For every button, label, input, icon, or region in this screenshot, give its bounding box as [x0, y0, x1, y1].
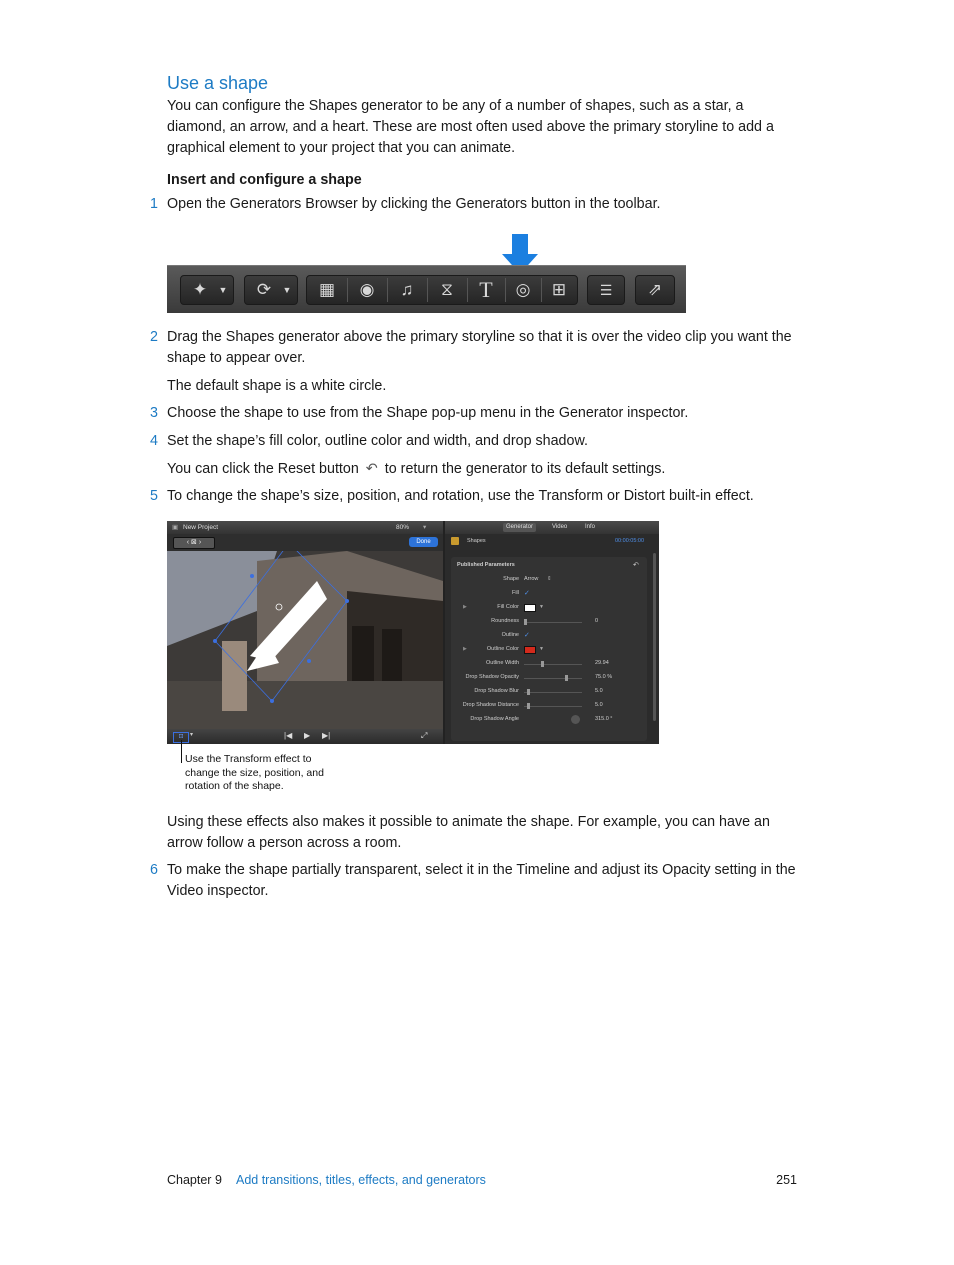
shape-popup[interactable]: Arrow — [524, 576, 539, 582]
app-screenshot — [167, 521, 659, 744]
param-row — [451, 632, 647, 642]
browser-group — [306, 275, 578, 305]
step-number: 2 — [150, 329, 158, 345]
chevron-down-icon[interactable]: ▼ — [539, 646, 544, 652]
step-text: Drag the Shapes generator above the primary storyline so that it is over the video clip you want the shape to appear over. — [167, 329, 792, 366]
inspector-scrollbar[interactable] — [653, 553, 656, 721]
param-label: Outline — [501, 632, 519, 638]
tab-generator[interactable]: Generator — [503, 523, 536, 532]
share-button[interactable] — [635, 275, 675, 305]
param-label: Drop Shadow Opacity — [465, 674, 519, 680]
reset-icon[interactable]: ↶ — [633, 562, 639, 569]
slider-knob[interactable] — [524, 619, 527, 625]
viewer-title-bar — [167, 521, 443, 534]
inspector-icon: ☰ — [599, 282, 613, 298]
viewer-transport — [167, 729, 443, 744]
inspector — [445, 521, 659, 744]
param-label: Drop Shadow Blur — [474, 688, 519, 694]
chevron-down-icon[interactable]: ▼ — [218, 285, 228, 295]
param-value[interactable]: 5.0 — [595, 688, 603, 694]
step-text: Set the shape’s fill color, outline color and width, and drop shadow. — [167, 433, 588, 449]
step-text: To make the shape partially transparent, select it in the Timeline and adjust its Opacity setting in the Video inspector. — [167, 862, 796, 899]
play-icon[interactable]: ▶ — [304, 731, 311, 740]
previous-frame-icon[interactable]: |◀ — [284, 731, 293, 740]
footer-chapter-title[interactable]: Add transitions, titles, effects, and generators — [236, 1173, 486, 1187]
reset-icon: ↶ — [365, 461, 378, 477]
param-label: Drop Shadow Distance — [462, 702, 519, 708]
step-4-note — [167, 459, 797, 480]
viewer-icon: ▣ — [172, 524, 179, 531]
chevron-down-icon[interactable]: ▾ — [190, 732, 194, 738]
step-number: 3 — [150, 405, 158, 421]
task-heading: Insert and configure a shape — [167, 172, 362, 188]
param-slider[interactable] — [524, 692, 582, 693]
intro-paragraph: You can configure the Shapes generator to be any of a number of shapes, such as a star, a diamond, an arrow, and a heart. These are most often used above the primary storyline to add a graphical element to your project that you can animate. — [167, 98, 774, 156]
disclosure-triangle-icon[interactable]: ▶ — [463, 646, 467, 652]
param-row — [451, 576, 647, 586]
step-5-followup: Using these effects also makes it possible to animate the shape. For example, you can have an arrow follow a person across a room. — [167, 814, 770, 851]
titles-icon[interactable]: T — [479, 277, 493, 302]
step-number: 6 — [150, 862, 158, 878]
param-label: Outline Color — [486, 646, 519, 652]
view-options-icon[interactable]: ▾ — [423, 524, 427, 531]
param-label: Roundness — [491, 618, 519, 624]
slider-knob[interactable] — [541, 661, 544, 667]
next-frame-icon[interactable]: ▶| — [322, 731, 331, 740]
param-label: Shape — [503, 576, 519, 582]
tab-video[interactable]: Video — [552, 524, 568, 530]
chevron-down-icon[interactable]: ▼ — [539, 604, 544, 610]
viewer-toolbar — [167, 534, 443, 551]
slider-knob[interactable] — [527, 689, 530, 695]
step-2-note: The default shape is a white circle. — [167, 378, 387, 394]
param-value[interactable]: 75.0 % — [595, 674, 613, 680]
generators-icon[interactable]: ◎ — [515, 280, 531, 299]
color-well[interactable] — [524, 646, 536, 654]
param-row — [451, 604, 647, 614]
section-title: Use a shape — [167, 73, 269, 93]
inspector-button[interactable] — [587, 275, 625, 305]
param-row — [451, 688, 647, 698]
param-row — [451, 660, 647, 670]
param-label: Fill — [511, 590, 519, 596]
tab-info[interactable]: Info — [585, 524, 596, 530]
transform-effect-icon[interactable]: ⊡ — [173, 732, 189, 743]
music-icon[interactable]: ♫ — [400, 280, 414, 299]
zoom-level[interactable]: 80% — [395, 524, 409, 531]
param-label: Outline Width — [485, 660, 519, 666]
generator-name: Shapes — [467, 538, 486, 544]
transform-tools-icon[interactable]: ‹ ⊠ › — [173, 537, 215, 549]
param-row — [451, 646, 647, 656]
params-header: Published Parameters — [457, 562, 515, 568]
param-row — [451, 702, 647, 712]
checkbox-checked-icon[interactable]: ✓ — [524, 590, 530, 597]
param-slider[interactable] — [524, 706, 582, 707]
slider-knob[interactable] — [527, 703, 530, 709]
video-frame — [167, 551, 443, 729]
done-button[interactable]: Done — [409, 537, 438, 547]
step-number: 4 — [150, 433, 158, 449]
slider-knob[interactable] — [565, 675, 568, 681]
param-value[interactable]: 315.0 ° — [595, 716, 613, 722]
video-scene — [167, 551, 443, 729]
parameters-panel — [451, 557, 647, 741]
step-text: Choose the shape to use from the Shape pop-up menu in the Generator inspector. — [167, 405, 689, 421]
step-number: 5 — [150, 488, 158, 504]
footer-chapter: Chapter 9 — [167, 1173, 222, 1187]
magic-wand-icon[interactable]: ✦ — [192, 280, 208, 299]
filmstrip-icon[interactable]: ▦ — [318, 280, 336, 299]
viewer — [167, 521, 443, 744]
page-number: 251 — [776, 1173, 797, 1187]
param-row — [451, 618, 647, 628]
share-icon: ⇗ — [647, 280, 663, 299]
disclosure-triangle-icon[interactable]: ▶ — [463, 604, 467, 610]
chevron-down-icon[interactable]: ▼ — [282, 285, 292, 295]
param-value[interactable]: 0 — [595, 618, 599, 624]
param-row — [451, 674, 647, 684]
camera-icon[interactable]: ◉ — [359, 280, 375, 299]
color-well[interactable] — [524, 604, 536, 612]
param-row — [451, 716, 647, 726]
param-label: Drop Shadow Angle — [470, 716, 519, 722]
retime-group — [244, 275, 298, 305]
step-text: Open the Generators Browser by clicking the Generators button in the toolbar. — [167, 196, 661, 212]
generator-header — [451, 537, 655, 549]
param-row — [451, 590, 647, 600]
toolbar — [167, 265, 686, 313]
figure-callout: Use the Transform effect to change the size, position, and rotation of the shape. — [185, 753, 324, 792]
inspector-tabs — [445, 521, 659, 534]
note-text-b: to return the generator to its default settings. — [384, 461, 666, 477]
fullscreen-icon[interactable]: ⤢ — [421, 731, 428, 740]
tools-group — [180, 275, 234, 305]
checkbox-checked-icon[interactable]: ✓ — [524, 632, 530, 639]
transitions-icon[interactable]: ⧖ — [441, 280, 453, 299]
step-text: To change the shape’s size, position, and rotation, use the Transform or Distort built-in effect. — [167, 488, 754, 504]
callout-line — [181, 740, 182, 763]
generator-icon — [451, 537, 459, 545]
viewer-title: New Project — [183, 524, 219, 531]
note-text-a: You can click the Reset button — [167, 461, 359, 477]
angle-dial[interactable] — [571, 715, 580, 724]
themes-icon[interactable]: ⊞ — [551, 280, 567, 299]
timecode: 00:00:05:00 — [615, 538, 645, 544]
param-value[interactable]: 29.94 — [595, 660, 609, 666]
param-slider[interactable] — [524, 622, 582, 623]
retime-icon[interactable]: ⟳ — [256, 280, 272, 299]
param-slider[interactable] — [524, 664, 582, 665]
popup-arrows-icon[interactable]: ⇕ — [547, 576, 552, 582]
param-label: Fill Color — [497, 604, 519, 610]
step-number: 1 — [150, 196, 158, 212]
param-value[interactable]: 5.0 — [595, 702, 603, 708]
param-slider[interactable] — [524, 678, 582, 679]
